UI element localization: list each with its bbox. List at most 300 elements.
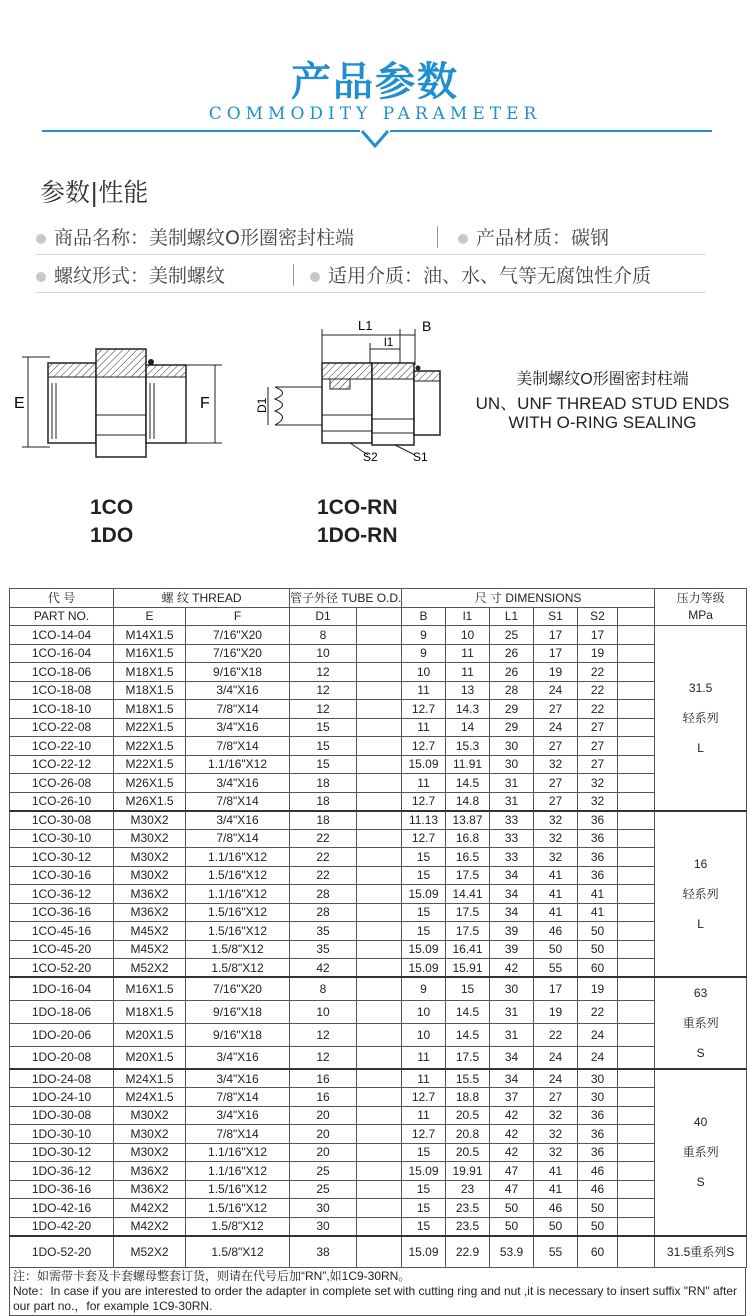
table-cell: 32 <box>578 774 618 793</box>
table-row <box>10 792 747 811</box>
chevron-down-icon <box>360 128 390 152</box>
table-cell: 1CO-52-20 <box>10 959 114 978</box>
table-cell: 30 <box>490 737 534 756</box>
table-cell: 1DO-20-06 <box>10 1023 114 1046</box>
table-cell <box>357 1162 402 1181</box>
table-cell: 1.1/16"X12 <box>186 885 290 904</box>
table-cell: 30 <box>578 1069 618 1088</box>
table-cell: 1CO-18-10 <box>10 700 114 719</box>
table-cell: M45X2 <box>114 922 186 941</box>
table-row <box>10 903 747 922</box>
table-cell: 50 <box>534 1217 578 1236</box>
table-cell: 1DO-30-10 <box>10 1125 114 1144</box>
table-cell: 16.5 <box>446 848 490 867</box>
table-cell: 23.5 <box>446 1199 490 1218</box>
table-cell: 1CO-26-08 <box>10 774 114 793</box>
table-cell: 1DO-30-12 <box>10 1143 114 1162</box>
table-cell: 17.5 <box>446 922 490 941</box>
table-cell: 32 <box>534 829 578 848</box>
table-cell: M42X2 <box>114 1217 186 1236</box>
table-cell: 55 <box>534 1236 578 1268</box>
table-cell <box>357 922 402 941</box>
table-cell: 12 <box>290 681 357 700</box>
table-cell: 15.09 <box>402 1236 446 1268</box>
property-medium: 适用介质：油、水、气等无腐蚀性介质 <box>310 261 651 288</box>
table-row <box>10 811 747 830</box>
table-cell: 1DO-30-08 <box>10 1106 114 1125</box>
table-cell <box>357 866 402 885</box>
table-cell: 42 <box>490 1143 534 1162</box>
table-cell: 12 <box>290 663 357 682</box>
dim-label-d1: D1 <box>255 397 269 413</box>
table-cell: 15 <box>402 1143 446 1162</box>
table-cell: 1CO-18-08 <box>10 681 114 700</box>
table-cell: 7/8"X14 <box>186 700 290 719</box>
table-cell: 34 <box>490 903 534 922</box>
table-row <box>10 829 747 848</box>
pressure-cell <box>655 811 747 978</box>
table-cell: 7/8"X14 <box>186 737 290 756</box>
table-cell <box>357 792 402 811</box>
header-l1: L1 <box>490 607 534 626</box>
table-cell: 50 <box>534 940 578 959</box>
table-cell: 41 <box>578 903 618 922</box>
table-cell <box>357 977 402 1000</box>
table-cell: 20.8 <box>446 1125 490 1144</box>
table-cell: 12.7 <box>402 829 446 848</box>
bullet-icon <box>458 234 468 244</box>
table-cell: 24 <box>534 681 578 700</box>
table-cell <box>618 1217 655 1236</box>
table-cell: 46 <box>578 1180 618 1199</box>
pressure-line: S <box>696 1046 705 1060</box>
table-cell <box>618 903 655 922</box>
header-thread: 螺 纹 THREAD <box>114 589 290 608</box>
table-cell <box>357 829 402 848</box>
table-cell: 30 <box>290 1217 357 1236</box>
table-cell: 42 <box>290 959 357 978</box>
property-thread-type: 螺纹形式：美制螺纹 <box>36 261 225 288</box>
table-cell: 11 <box>402 718 446 737</box>
table-cell: 30 <box>578 1088 618 1107</box>
table-cell: 27 <box>534 700 578 719</box>
table-cell: 33 <box>490 811 534 830</box>
table-cell <box>618 755 655 774</box>
table-cell: 11 <box>402 774 446 793</box>
table-cell: 14.5 <box>446 1023 490 1046</box>
table-row <box>10 1088 747 1107</box>
table-cell: 19.91 <box>446 1162 490 1181</box>
table-cell <box>618 737 655 756</box>
table-cell: 30 <box>490 977 534 1000</box>
table-cell: 7/8"X14 <box>186 1125 290 1144</box>
table-cell <box>357 940 402 959</box>
table-cell: M24X1.5 <box>114 1069 186 1088</box>
table-cell: 9 <box>402 626 446 645</box>
table-cell: 1.1/16"X12 <box>186 755 290 774</box>
table-cell: 17.5 <box>446 1046 490 1069</box>
table-cell: 1DO-16-04 <box>10 977 114 1000</box>
table-cell: 10 <box>402 1023 446 1046</box>
table-cell: M26X1.5 <box>114 792 186 811</box>
table-cell: 22 <box>534 1023 578 1046</box>
table-cell: 33 <box>490 848 534 867</box>
table-cell <box>618 1143 655 1162</box>
table-cell: 36 <box>578 866 618 885</box>
table-cell: 1CO-30-16 <box>10 866 114 885</box>
table-cell: 55 <box>534 959 578 978</box>
table-cell <box>618 1180 655 1199</box>
table-cell: 34 <box>490 866 534 885</box>
table-cell: 50 <box>578 1199 618 1218</box>
table-cell <box>618 1069 655 1088</box>
table-cell: 1CO-26-10 <box>10 792 114 811</box>
property-row-divider <box>36 254 706 255</box>
table-cell: M52X2 <box>114 1236 186 1268</box>
table-cell: 22.9 <box>446 1236 490 1268</box>
table-cell: 10 <box>402 663 446 682</box>
table-cell: 8 <box>290 626 357 645</box>
table-cell: 3/4"X16 <box>186 1069 290 1088</box>
table-cell <box>618 774 655 793</box>
table-cell: 41 <box>534 1162 578 1181</box>
dim-label-s2: S2 <box>363 450 378 464</box>
table-cell: 15.09 <box>402 1162 446 1181</box>
table-cell <box>357 663 402 682</box>
table-cell: 1.5/8"X12 <box>186 1236 290 1268</box>
table-cell: 16.41 <box>446 940 490 959</box>
table-cell: 39 <box>490 922 534 941</box>
table-cell: 11.13 <box>402 811 446 830</box>
table-cell: 15.91 <box>446 959 490 978</box>
table-cell: 3/4"X16 <box>186 1046 290 1069</box>
pressure-cell <box>655 977 747 1069</box>
table-cell: 1.5/16"X12 <box>186 866 290 885</box>
table-cell: 28 <box>490 681 534 700</box>
table-cell: 27 <box>534 792 578 811</box>
table-cell: 15.09 <box>402 885 446 904</box>
table-cell: 3/4"X16 <box>186 718 290 737</box>
table-cell: 42 <box>490 959 534 978</box>
table-cell: M20X1.5 <box>114 1023 186 1046</box>
table-cell: 11 <box>402 681 446 700</box>
table-cell: 34 <box>490 885 534 904</box>
table-cell <box>618 1199 655 1218</box>
table-cell: 17 <box>578 626 618 645</box>
table-cell: M18X1.5 <box>114 700 186 719</box>
table-cell: 1CO-45-16 <box>10 922 114 941</box>
page-title: 产品参数 <box>291 59 459 105</box>
order-note <box>9 1268 746 1316</box>
table-cell: 1.5/16"X12 <box>186 903 290 922</box>
table-cell: 15.09 <box>402 755 446 774</box>
table-cell: 18.8 <box>446 1088 490 1107</box>
table-cell: 19 <box>578 977 618 1000</box>
table-cell: M36X2 <box>114 885 186 904</box>
table-cell: 1CO-16-04 <box>10 644 114 663</box>
table-cell: 12.7 <box>402 1125 446 1144</box>
table-cell: 15 <box>402 866 446 885</box>
table-row <box>10 774 747 793</box>
table-cell: 33 <box>490 829 534 848</box>
table-cell <box>618 811 655 830</box>
table-cell: 15 <box>290 737 357 756</box>
header-d1: D1 <box>290 607 357 626</box>
table-cell: M26X1.5 <box>114 774 186 793</box>
table-cell <box>618 644 655 663</box>
table-cell: M20X1.5 <box>114 1046 186 1069</box>
table-cell <box>357 1046 402 1069</box>
table-cell: 31 <box>490 792 534 811</box>
table-cell: 9 <box>402 977 446 1000</box>
table-cell: 28 <box>290 885 357 904</box>
table-cell: 22 <box>290 866 357 885</box>
table-cell <box>357 1236 402 1268</box>
table-row <box>10 1125 747 1144</box>
table-cell <box>357 626 402 645</box>
table-cell <box>357 1143 402 1162</box>
table-cell <box>357 959 402 978</box>
table-cell <box>618 1046 655 1069</box>
table-cell: M30X2 <box>114 1143 186 1162</box>
table-cell <box>357 774 402 793</box>
table-cell <box>618 1088 655 1107</box>
table-row <box>10 1217 747 1236</box>
table-cell: M42X2 <box>114 1199 186 1218</box>
table-cell: 42 <box>490 1125 534 1144</box>
dim-label-l1: L1 <box>358 318 373 333</box>
header-tube: 管子外径 TUBE O.D. <box>290 589 402 608</box>
table-cell: 50 <box>578 922 618 941</box>
table-row <box>10 1000 747 1023</box>
table-cell: 29 <box>490 718 534 737</box>
table-cell: 24 <box>534 718 578 737</box>
model-name-1co-rn: 1CO-RN <box>317 496 398 519</box>
table-cell: 7/16"X20 <box>186 626 290 645</box>
table-cell <box>357 700 402 719</box>
table-cell: 14.3 <box>446 700 490 719</box>
table-cell: 3/4"X16 <box>186 1106 290 1125</box>
table-cell: M24X1.5 <box>114 1088 186 1107</box>
table-cell <box>618 792 655 811</box>
table-cell: 10 <box>290 644 357 663</box>
header-dimensions: 尺 寸 DIMENSIONS <box>402 589 655 608</box>
table-row <box>10 1069 747 1088</box>
table-cell: 24 <box>534 1069 578 1088</box>
table-cell: 24 <box>578 1023 618 1046</box>
table-cell: 7/8"X14 <box>186 829 290 848</box>
table-cell: 20 <box>290 1106 357 1125</box>
table-row <box>10 977 747 1000</box>
table-cell: 17.5 <box>446 903 490 922</box>
table-cell: 27 <box>534 1088 578 1107</box>
table-cell: 50 <box>490 1217 534 1236</box>
table-cell: 1CO-22-08 <box>10 718 114 737</box>
table-cell: 46 <box>534 1199 578 1218</box>
table-cell <box>357 737 402 756</box>
table-cell: 34 <box>490 1046 534 1069</box>
pressure-cell <box>655 1069 747 1236</box>
table-cell: 15 <box>446 977 490 1000</box>
table-cell: 22 <box>578 700 618 719</box>
table-cell: 1DO-42-20 <box>10 1217 114 1236</box>
table-cell: 1DO-42-16 <box>10 1199 114 1218</box>
pressure-line: 重系列 <box>682 1145 719 1160</box>
table-cell <box>357 718 402 737</box>
table-cell: 36 <box>578 848 618 867</box>
table-cell: 41 <box>534 866 578 885</box>
table-cell <box>357 644 402 663</box>
table-cell: 15 <box>290 718 357 737</box>
table-cell: 3/4"X16 <box>186 811 290 830</box>
table-cell: 22 <box>578 681 618 700</box>
table-cell: 41 <box>534 1180 578 1199</box>
table-cell: 16 <box>290 1069 357 1088</box>
table-cell <box>357 1106 402 1125</box>
table-cell: 1DO-36-16 <box>10 1180 114 1199</box>
table-cell: 1CO-14-04 <box>10 626 114 645</box>
table-cell <box>618 829 655 848</box>
dim-label-f: F <box>200 395 210 412</box>
table-cell: 9/16"X18 <box>186 1000 290 1023</box>
table-row <box>10 1162 747 1181</box>
table-cell: 36 <box>578 1125 618 1144</box>
table-cell: 42 <box>490 1106 534 1125</box>
table-row <box>10 755 747 774</box>
table-cell: 27 <box>578 737 618 756</box>
table-cell: 7/16"X20 <box>186 977 290 1000</box>
table-cell: 36 <box>578 829 618 848</box>
header-b: B <box>402 607 446 626</box>
table-cell: 14.41 <box>446 885 490 904</box>
table-row <box>10 1023 747 1046</box>
table-cell: 9/16"X18 <box>186 663 290 682</box>
table-cell: 46 <box>534 922 578 941</box>
table-cell: 13 <box>446 681 490 700</box>
table-cell: 23.5 <box>446 1217 490 1236</box>
model-name-1co: 1CO <box>90 496 134 519</box>
page-subtitle: COMMODITY PARAMETER <box>208 104 542 124</box>
table-cell: 14.5 <box>446 1000 490 1023</box>
table-cell: 15.09 <box>402 940 446 959</box>
table-cell <box>618 1162 655 1181</box>
fitting-drawing-1co-rn <box>250 315 450 475</box>
table-cell <box>618 681 655 700</box>
table-cell: 1.1/16"X12 <box>186 848 290 867</box>
table-cell: 20.5 <box>446 1106 490 1125</box>
table-cell: 38 <box>290 1236 357 1268</box>
table-row <box>10 718 747 737</box>
table-cell: 20 <box>290 1125 357 1144</box>
table-cell: M30X2 <box>114 1106 186 1125</box>
table-cell: 1CO-45-20 <box>10 940 114 959</box>
table-cell: 9 <box>402 644 446 663</box>
table-cell <box>618 1023 655 1046</box>
table-row <box>10 922 747 941</box>
description-en-1: UN、UNF THREAD STUD ENDS <box>475 394 730 413</box>
table-cell: 19 <box>578 644 618 663</box>
table-cell: 18 <box>290 792 357 811</box>
pressure-line: 31.5重系列S <box>666 1244 735 1259</box>
table-cell: 25 <box>290 1180 357 1199</box>
table-cell <box>618 663 655 682</box>
table-row <box>10 1236 747 1268</box>
table-cell: 50 <box>578 1217 618 1236</box>
table-cell <box>357 681 402 700</box>
table-cell: M22X1.5 <box>114 718 186 737</box>
table-row <box>10 1046 747 1069</box>
property-row-divider <box>36 292 706 293</box>
table-cell: 50 <box>578 940 618 959</box>
table-cell <box>357 885 402 904</box>
table-cell: 17 <box>534 977 578 1000</box>
property-separator <box>293 264 294 286</box>
table-cell: 1CO-30-10 <box>10 829 114 848</box>
table-cell: 1CO-22-10 <box>10 737 114 756</box>
header-blank <box>618 607 655 626</box>
table-cell <box>618 977 655 1000</box>
property-material: 产品材质：碳钢 <box>458 223 609 250</box>
table-cell: M30X2 <box>114 866 186 885</box>
table-cell <box>618 626 655 645</box>
table-cell: M45X2 <box>114 940 186 959</box>
table-cell <box>357 848 402 867</box>
table-cell: M22X1.5 <box>114 737 186 756</box>
table-cell: M36X2 <box>114 1162 186 1181</box>
table-cell: 27 <box>578 755 618 774</box>
table-cell: 35 <box>290 922 357 941</box>
table-cell: 10 <box>290 1000 357 1023</box>
table-cell: 7/8"X14 <box>186 792 290 811</box>
table-cell: M30X2 <box>114 829 186 848</box>
table-cell: 12 <box>290 1023 357 1046</box>
table-cell: M18X1.5 <box>114 1000 186 1023</box>
table-cell: 3/4"X16 <box>186 681 290 700</box>
table-cell: 28 <box>290 903 357 922</box>
table-row <box>10 1143 747 1162</box>
table-cell: 1.5/16"X12 <box>186 1199 290 1218</box>
table-cell <box>618 1106 655 1125</box>
table-cell: 11.91 <box>446 755 490 774</box>
table-cell: 31 <box>490 1023 534 1046</box>
table-cell <box>618 718 655 737</box>
table-cell: 11 <box>402 1046 446 1069</box>
table-cell: 9/16"X18 <box>186 1023 290 1046</box>
table-cell <box>618 940 655 959</box>
table-cell: 36 <box>578 811 618 830</box>
table-cell: 14.5 <box>446 774 490 793</box>
pressure-cell <box>655 1236 747 1268</box>
table-cell: 31 <box>490 1000 534 1023</box>
table-cell <box>357 1199 402 1218</box>
table-cell: 16 <box>290 1088 357 1107</box>
table-cell: 1.1/16"X12 <box>186 1162 290 1181</box>
table-row <box>10 1106 747 1125</box>
pressure-line: L <box>697 740 704 755</box>
table-cell: 24 <box>578 1046 618 1069</box>
table-cell <box>357 1125 402 1144</box>
table-cell: 15.09 <box>402 959 446 978</box>
table-cell: 15 <box>402 1180 446 1199</box>
header-blank <box>357 607 402 626</box>
table-row <box>10 885 747 904</box>
table-cell: 15 <box>402 1199 446 1218</box>
table-cell: 20.5 <box>446 1143 490 1162</box>
dim-label-b: B <box>422 318 432 334</box>
table-cell: 1.1/16"X12 <box>186 1143 290 1162</box>
table-cell: 15 <box>402 1217 446 1236</box>
table-cell: 41 <box>578 885 618 904</box>
